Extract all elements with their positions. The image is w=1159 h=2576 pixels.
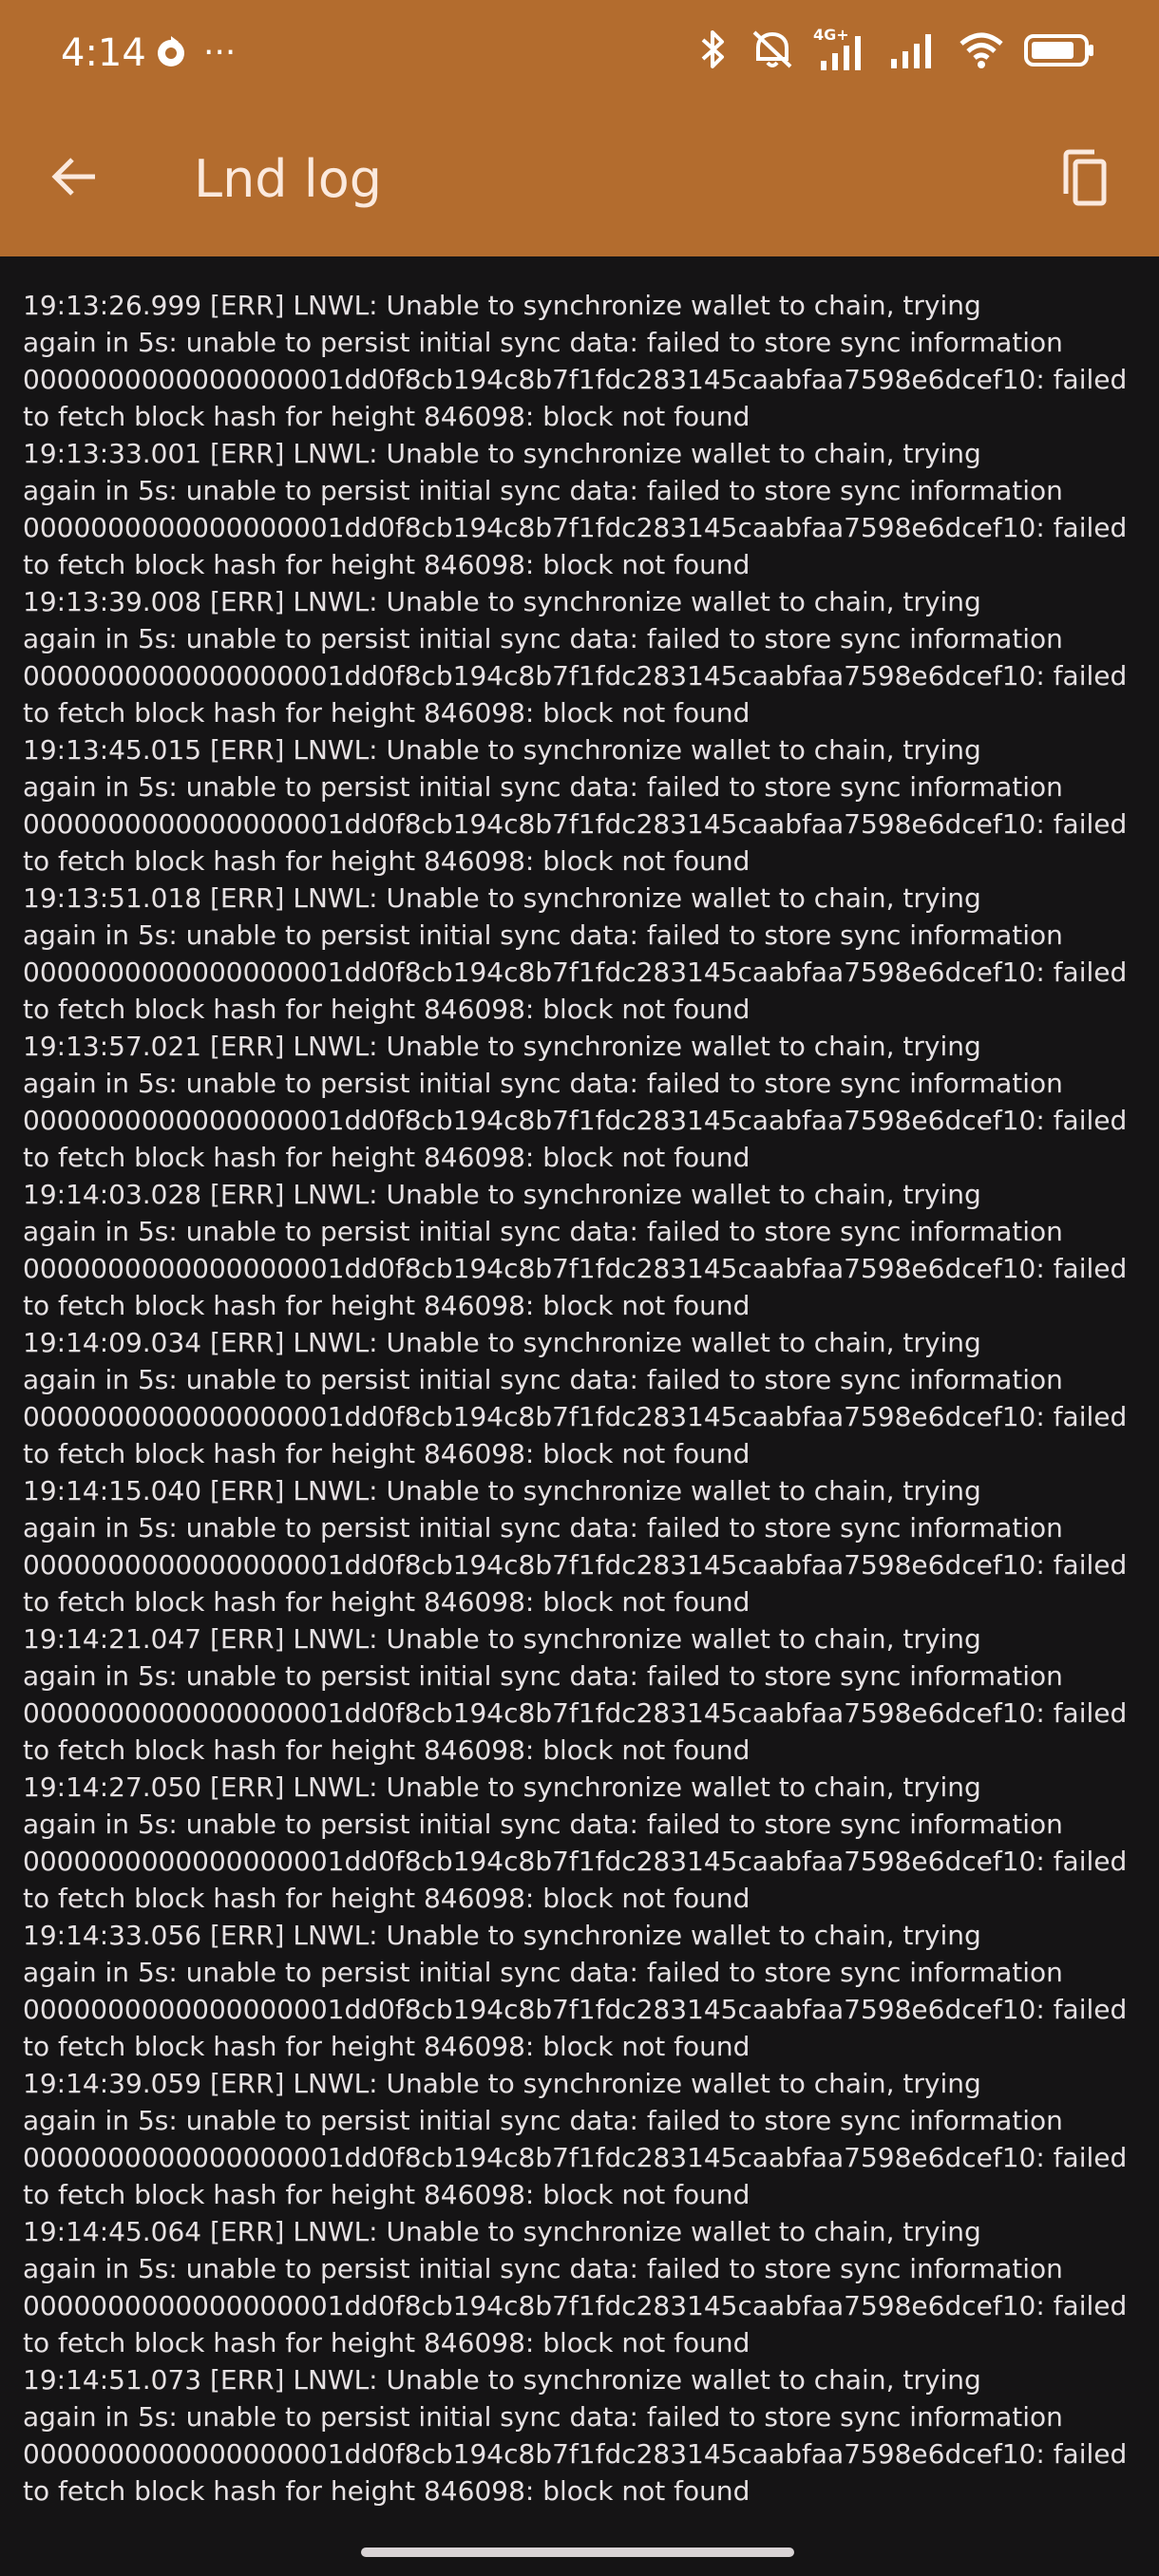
log-line: to fetch block hash for height 846098: block not found: [23, 549, 750, 580]
bluetooth-icon: [694, 27, 732, 76]
log-line: to fetch block hash for height 846098: block not found: [23, 401, 750, 432]
log-line: again in 5s: unable to persist initial sync data: failed to store sync information: [23, 1957, 1063, 1988]
log-line: 0000000000000000001dd0f8cb194c8b7f1fdc283145caabfaa7598e6dcef10: failed: [23, 660, 1128, 691]
log-line: 19:13:45.015 [ERR] LNWL: Unable to synchronize wallet to chain, trying: [23, 734, 981, 766]
log-line: 0000000000000000001dd0f8cb194c8b7f1fdc283145caabfaa7598e6dcef10: failed: [23, 1401, 1128, 1432]
log-line: 0000000000000000001dd0f8cb194c8b7f1fdc283145caabfaa7598e6dcef10: failed: [23, 1994, 1128, 2025]
log-line: 19:14:03.028 [ERR] LNWL: Unable to synchronize wallet to chain, trying: [23, 1179, 981, 1210]
log-line: again in 5s: unable to persist initial sync data: failed to store sync information: [23, 919, 1063, 951]
log-line: 19:13:51.018 [ERR] LNWL: Unable to synchronize wallet to chain, trying: [23, 882, 981, 914]
log-line: to fetch block hash for height 846098: block not found: [23, 697, 750, 729]
log-line: 19:14:15.040 [ERR] LNWL: Unable to synchronize wallet to chain, trying: [23, 1475, 981, 1506]
log-line: to fetch block hash for height 846098: block not found: [23, 2475, 750, 2507]
app-bar: [0, 114, 1159, 256]
log-line: 19:14:09.034 [ERR] LNWL: Unable to synchronize wallet to chain, trying: [23, 1327, 981, 1358]
log-line: 19:13:57.021 [ERR] LNWL: Unable to synchronize wallet to chain, trying: [23, 1031, 981, 1062]
arrow-back-icon: [48, 150, 101, 207]
log-text: [23, 287, 1144, 2510]
log-line: again in 5s: unable to persist initial sync data: failed to store sync information: [23, 2105, 1063, 2136]
log-line: to fetch block hash for height 846098: block not found: [23, 2179, 750, 2210]
log-line: again in 5s: unable to persist initial sync data: failed to store sync information: [23, 2253, 1063, 2284]
log-line: again in 5s: unable to persist initial sync data: failed to store sync information: [23, 623, 1063, 654]
log-line: again in 5s: unable to persist initial sync data: failed to store sync information: [23, 475, 1063, 506]
log-line: again in 5s: unable to persist initial sync data: failed to store sync information: [23, 327, 1063, 358]
log-line: 0000000000000000001dd0f8cb194c8b7f1fdc283145caabfaa7598e6dcef10: failed: [23, 364, 1128, 395]
log-line: again in 5s: unable to persist initial sync data: failed to store sync information: [23, 1660, 1063, 1692]
log-line: 19:14:51.073 [ERR] LNWL: Unable to synchronize wallet to chain, trying: [23, 2364, 981, 2396]
log-line: 0000000000000000001dd0f8cb194c8b7f1fdc283145caabfaa7598e6dcef10: failed: [23, 1549, 1128, 1581]
log-line: again in 5s: unable to persist initial sync data: failed to store sync information: [23, 771, 1063, 803]
log-line: 0000000000000000001dd0f8cb194c8b7f1fdc283145caabfaa7598e6dcef10: failed: [23, 957, 1128, 988]
status-left-icons: [152, 32, 236, 74]
log-line: 0000000000000000001dd0f8cb194c8b7f1fdc283145caabfaa7598e6dcef10: failed: [23, 1105, 1128, 1136]
log-line: to fetch block hash for height 846098: block not found: [23, 1883, 750, 1914]
page-title: Lnd log: [194, 149, 383, 209]
wifi-icon: [958, 27, 1005, 76]
signal-icon-2: [887, 27, 940, 76]
status-bar: [0, 0, 1159, 114]
log-line: 19:13:26.999 [ERR] LNWL: Unable to synchronize wallet to chain, trying: [23, 290, 981, 321]
log-line: 19:13:39.008 [ERR] LNWL: Unable to synchronize wallet to chain, trying: [23, 586, 981, 617]
copy-icon: [1054, 148, 1112, 213]
log-line: 19:14:45.064 [ERR] LNWL: Unable to synchronize wallet to chain, trying: [23, 2216, 981, 2247]
log-line: again in 5s: unable to persist initial sync data: failed to store sync information: [23, 2401, 1063, 2433]
log-line: 0000000000000000001dd0f8cb194c8b7f1fdc283145caabfaa7598e6dcef10: failed: [23, 2438, 1128, 2470]
overflow-dots-icon: ···: [203, 33, 237, 72]
log-line: to fetch block hash for height 846098: block not found: [23, 1734, 750, 1766]
log-line: to fetch block hash for height 846098: block not found: [23, 1142, 750, 1173]
log-line: 19:14:21.047 [ERR] LNWL: Unable to synchronize wallet to chain, trying: [23, 1623, 981, 1655]
home-indicator[interactable]: [361, 2548, 794, 2557]
nav-bar: [0, 2517, 1159, 2576]
log-line: 0000000000000000001dd0f8cb194c8b7f1fdc283145caabfaa7598e6dcef10: failed: [23, 2290, 1128, 2321]
network-type-label: 4G+: [813, 26, 849, 44]
log-line: 19:14:27.050 [ERR] LNWL: Unable to synchronize wallet to chain, trying: [23, 1771, 981, 1803]
log-line: 0000000000000000001dd0f8cb194c8b7f1fdc283145caabfaa7598e6dcef10: failed: [23, 2142, 1128, 2173]
log-line: to fetch block hash for height 846098: block not found: [23, 2327, 750, 2358]
log-line: 0000000000000000001dd0f8cb194c8b7f1fdc283145caabfaa7598e6dcef10: failed: [23, 1846, 1128, 1877]
log-line: to fetch block hash for height 846098: block not found: [23, 1586, 750, 1618]
log-line: 0000000000000000001dd0f8cb194c8b7f1fdc283145caabfaa7598e6dcef10: failed: [23, 1697, 1128, 1729]
back-button[interactable]: [38, 142, 110, 215]
mute-icon: [749, 27, 796, 76]
status-right-icons: [694, 27, 1098, 76]
log-line: to fetch block hash for height 846098: block not found: [23, 1438, 750, 1469]
log-line: to fetch block hash for height 846098: block not found: [23, 2031, 750, 2062]
signal-icon: [813, 28, 870, 74]
log-line: to fetch block hash for height 846098: block not found: [23, 845, 750, 877]
sync-icon: [152, 32, 190, 74]
log-line: 19:14:33.056 [ERR] LNWL: Unable to synchronize wallet to chain, trying: [23, 1920, 981, 1951]
log-line: 0000000000000000001dd0f8cb194c8b7f1fdc283145caabfaa7598e6dcef10: failed: [23, 1253, 1128, 1284]
battery-icon: [1022, 27, 1098, 76]
log-line: again in 5s: unable to persist initial sync data: failed to store sync information: [23, 1068, 1063, 1099]
log-line: 19:13:33.001 [ERR] LNWL: Unable to synchronize wallet to chain, trying: [23, 438, 981, 469]
log-line: to fetch block hash for height 846098: block not found: [23, 994, 750, 1025]
log-line: again in 5s: unable to persist initial sync data: failed to store sync information: [23, 1364, 1063, 1395]
copy-button[interactable]: [1045, 142, 1121, 218]
log-area[interactable]: [0, 256, 1159, 2517]
log-line: 19:14:39.059 [ERR] LNWL: Unable to synchronize wallet to chain, trying: [23, 2068, 981, 2099]
log-line: 0000000000000000001dd0f8cb194c8b7f1fdc283145caabfaa7598e6dcef10: failed: [23, 808, 1128, 840]
log-line: 0000000000000000001dd0f8cb194c8b7f1fdc283145caabfaa7598e6dcef10: failed: [23, 512, 1128, 543]
log-line: again in 5s: unable to persist initial sync data: failed to store sync information: [23, 1216, 1063, 1247]
status-time: 4:14: [61, 31, 146, 75]
log-line: again in 5s: unable to persist initial sync data: failed to store sync information: [23, 1512, 1063, 1544]
log-line: again in 5s: unable to persist initial sync data: failed to store sync information: [23, 1809, 1063, 1840]
log-line: to fetch block hash for height 846098: block not found: [23, 1290, 750, 1321]
